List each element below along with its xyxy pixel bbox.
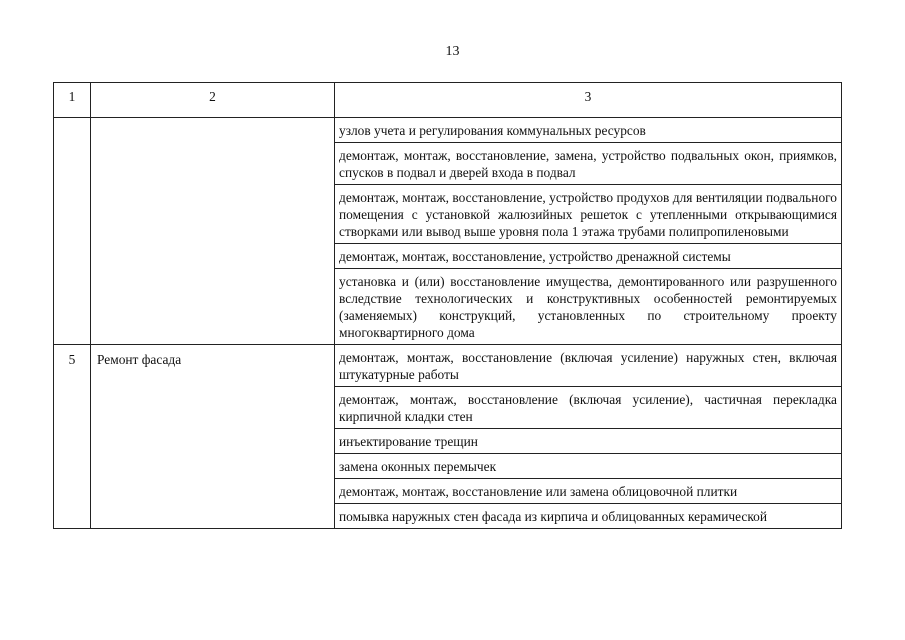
works-table	[53, 82, 842, 529]
header-col-1: 1	[54, 83, 91, 118]
work-item: демонтаж, монтаж, восстановление, устройство дренажной системы	[335, 244, 842, 269]
table-header-row	[54, 83, 842, 118]
page-number: 13	[445, 44, 460, 59]
table-row	[54, 118, 842, 143]
table-row	[54, 345, 842, 387]
work-item: демонтаж, монтаж, восстановление или замена облицовочной плитки	[335, 479, 842, 504]
work-item: демонтаж, монтаж, восстановление (включая усиление), частичная перекладка кирпичной кладки стен	[335, 387, 842, 429]
work-item: замена оконных перемычек	[335, 454, 842, 479]
work-item: демонтаж, монтаж, восстановление (включая усиление) наружных стен, включая штукатурные работы	[335, 345, 842, 387]
work-item: установка и (или) восстановление имущества, демонтированного или разрушенного вследствие технологических и конструктивных особенностей ремонтируемых (заменяемых) конструкций, установленных по строительному проекту многоквартирного дома	[335, 269, 842, 345]
header-col-2: 2	[91, 83, 335, 118]
work-item: демонтаж, монтаж, восстановление, замена, устройство подвальных окон, приямков, спусков в подвал и дверей входа в подвал	[335, 143, 842, 185]
header-col-3: 3	[335, 83, 842, 118]
section-number: 5	[54, 345, 91, 529]
work-item: демонтаж, монтаж, восстановление, устройство продухов для вентиляции подвального помещения с установкой жалюзийных решеток с утепленными открывающимися створками или вывод выше уровня пола 1 этажа трубами полипропиленовыми	[335, 185, 842, 244]
work-item: инъектирование трещин	[335, 429, 842, 454]
section-name: Ремонт фасада	[91, 345, 335, 529]
section-name	[91, 118, 335, 345]
work-item: помывка наружных стен фасада из кирпича и облицованных керамической	[335, 504, 842, 529]
work-item: узлов учета и регулирования коммунальных ресурсов	[335, 118, 842, 143]
section-number	[54, 118, 91, 345]
